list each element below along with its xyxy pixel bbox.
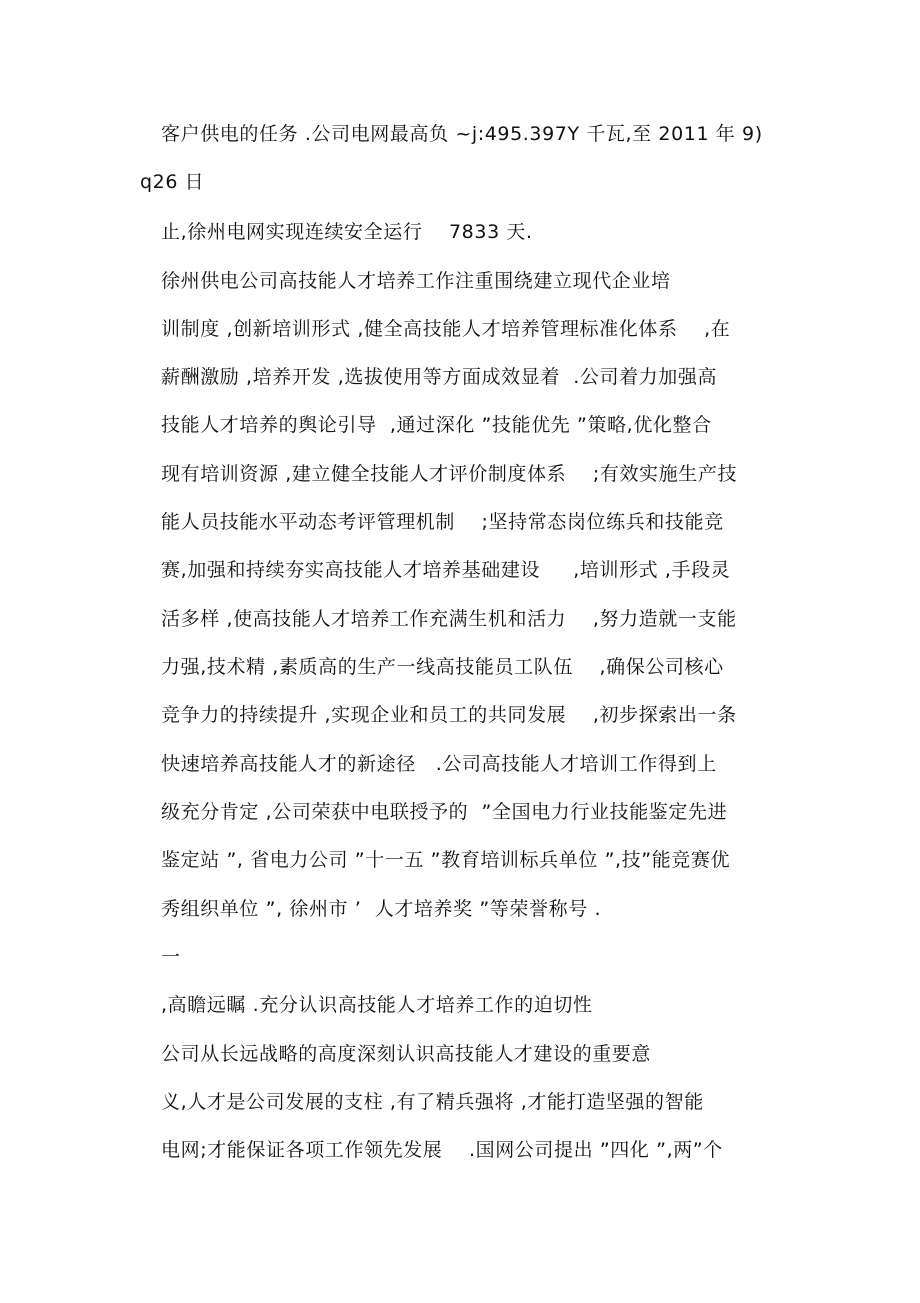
text-line-8: 现有培训资源 ,建立健全技能人才评价制度体系 ;有效实施生产技 bbox=[161, 463, 738, 485]
text-line-10: 赛,加强和持续夯实高技能人才培养基础建设 ,培训形式 ,手段灵 bbox=[161, 559, 731, 581]
text-line-21: 义,人才是公司发展的支柱 ,有了精兵强将 ,才能打造坚强的智能 bbox=[161, 1091, 704, 1113]
text-line-6: 薪酬激励 ,培养开发 ,选拔使用等方面成效显着 .公司着力加强高 bbox=[161, 366, 718, 388]
text-line-1: 客户供电的任务 .公司电网最高负 ~j:495.397Y 千瓦,至 2011 年 9) bbox=[161, 123, 763, 145]
text-line-11: 活多样 ,使高技能人才培养工作充满生机和活力 ,努力造就一支能 bbox=[161, 608, 737, 630]
text-line-14: 快速培养高技能人才的新途径 .公司高技能人才培训工作得到上 bbox=[161, 753, 717, 775]
text-line-16: 鉴定站 ”, 省电力公司 ”十一五 ”教育培训标兵单位 ”,技”能竞赛优 bbox=[161, 849, 731, 871]
text-line-22: 电网;才能保证各项工作领先发展 .国网公司提出 ”四化 ”,两”个 bbox=[161, 1139, 723, 1161]
text-line-19: ,高瞻远瞩 .充分认识高技能人才培养工作的迫切性 bbox=[161, 994, 593, 1016]
text-line-3: 止,徐州电网实现连续安全运行 7833 天. bbox=[161, 221, 533, 243]
text-line-9: 能人员技能水平动态考评管理机制 ;坚持常态岗位练兵和技能竞 bbox=[161, 511, 724, 533]
text-line-4: 徐州供电公司高技能人才培养工作注重围绕建立现代企业培 bbox=[161, 270, 671, 292]
text-line-17: 秀组织单位 ”, 徐州市 ’ 人才培养奖 ”等荣誉称号 . bbox=[161, 898, 602, 920]
text-line-18: 一 bbox=[161, 946, 181, 968]
text-line-20: 公司从长远战略的高度深刻认识高技能人才建设的重要意 bbox=[161, 1043, 652, 1065]
text-line-13: 竞争力的持续提升 ,实现企业和员工的共同发展 ,初步探索出一条 bbox=[161, 704, 737, 726]
text-line-12: 力强,技术精 ,素质高的生产一线高技能员工队伍 ,确保公司核心 bbox=[161, 656, 724, 678]
text-line-15: 级充分肯定 ,公司荣获中电联授予的 ”全国电力行业技能鉴定先进 bbox=[161, 801, 728, 823]
text-line-2: q26 日 bbox=[140, 171, 205, 193]
text-line-7: 技能人才培养的舆论引导 ,通过深化 ”技能优先 ”策略,优化整合 bbox=[161, 414, 712, 436]
text-line-5: 训制度 ,创新培训形式 ,健全高技能人才培养管理标准化体系 ,在 bbox=[161, 318, 731, 340]
